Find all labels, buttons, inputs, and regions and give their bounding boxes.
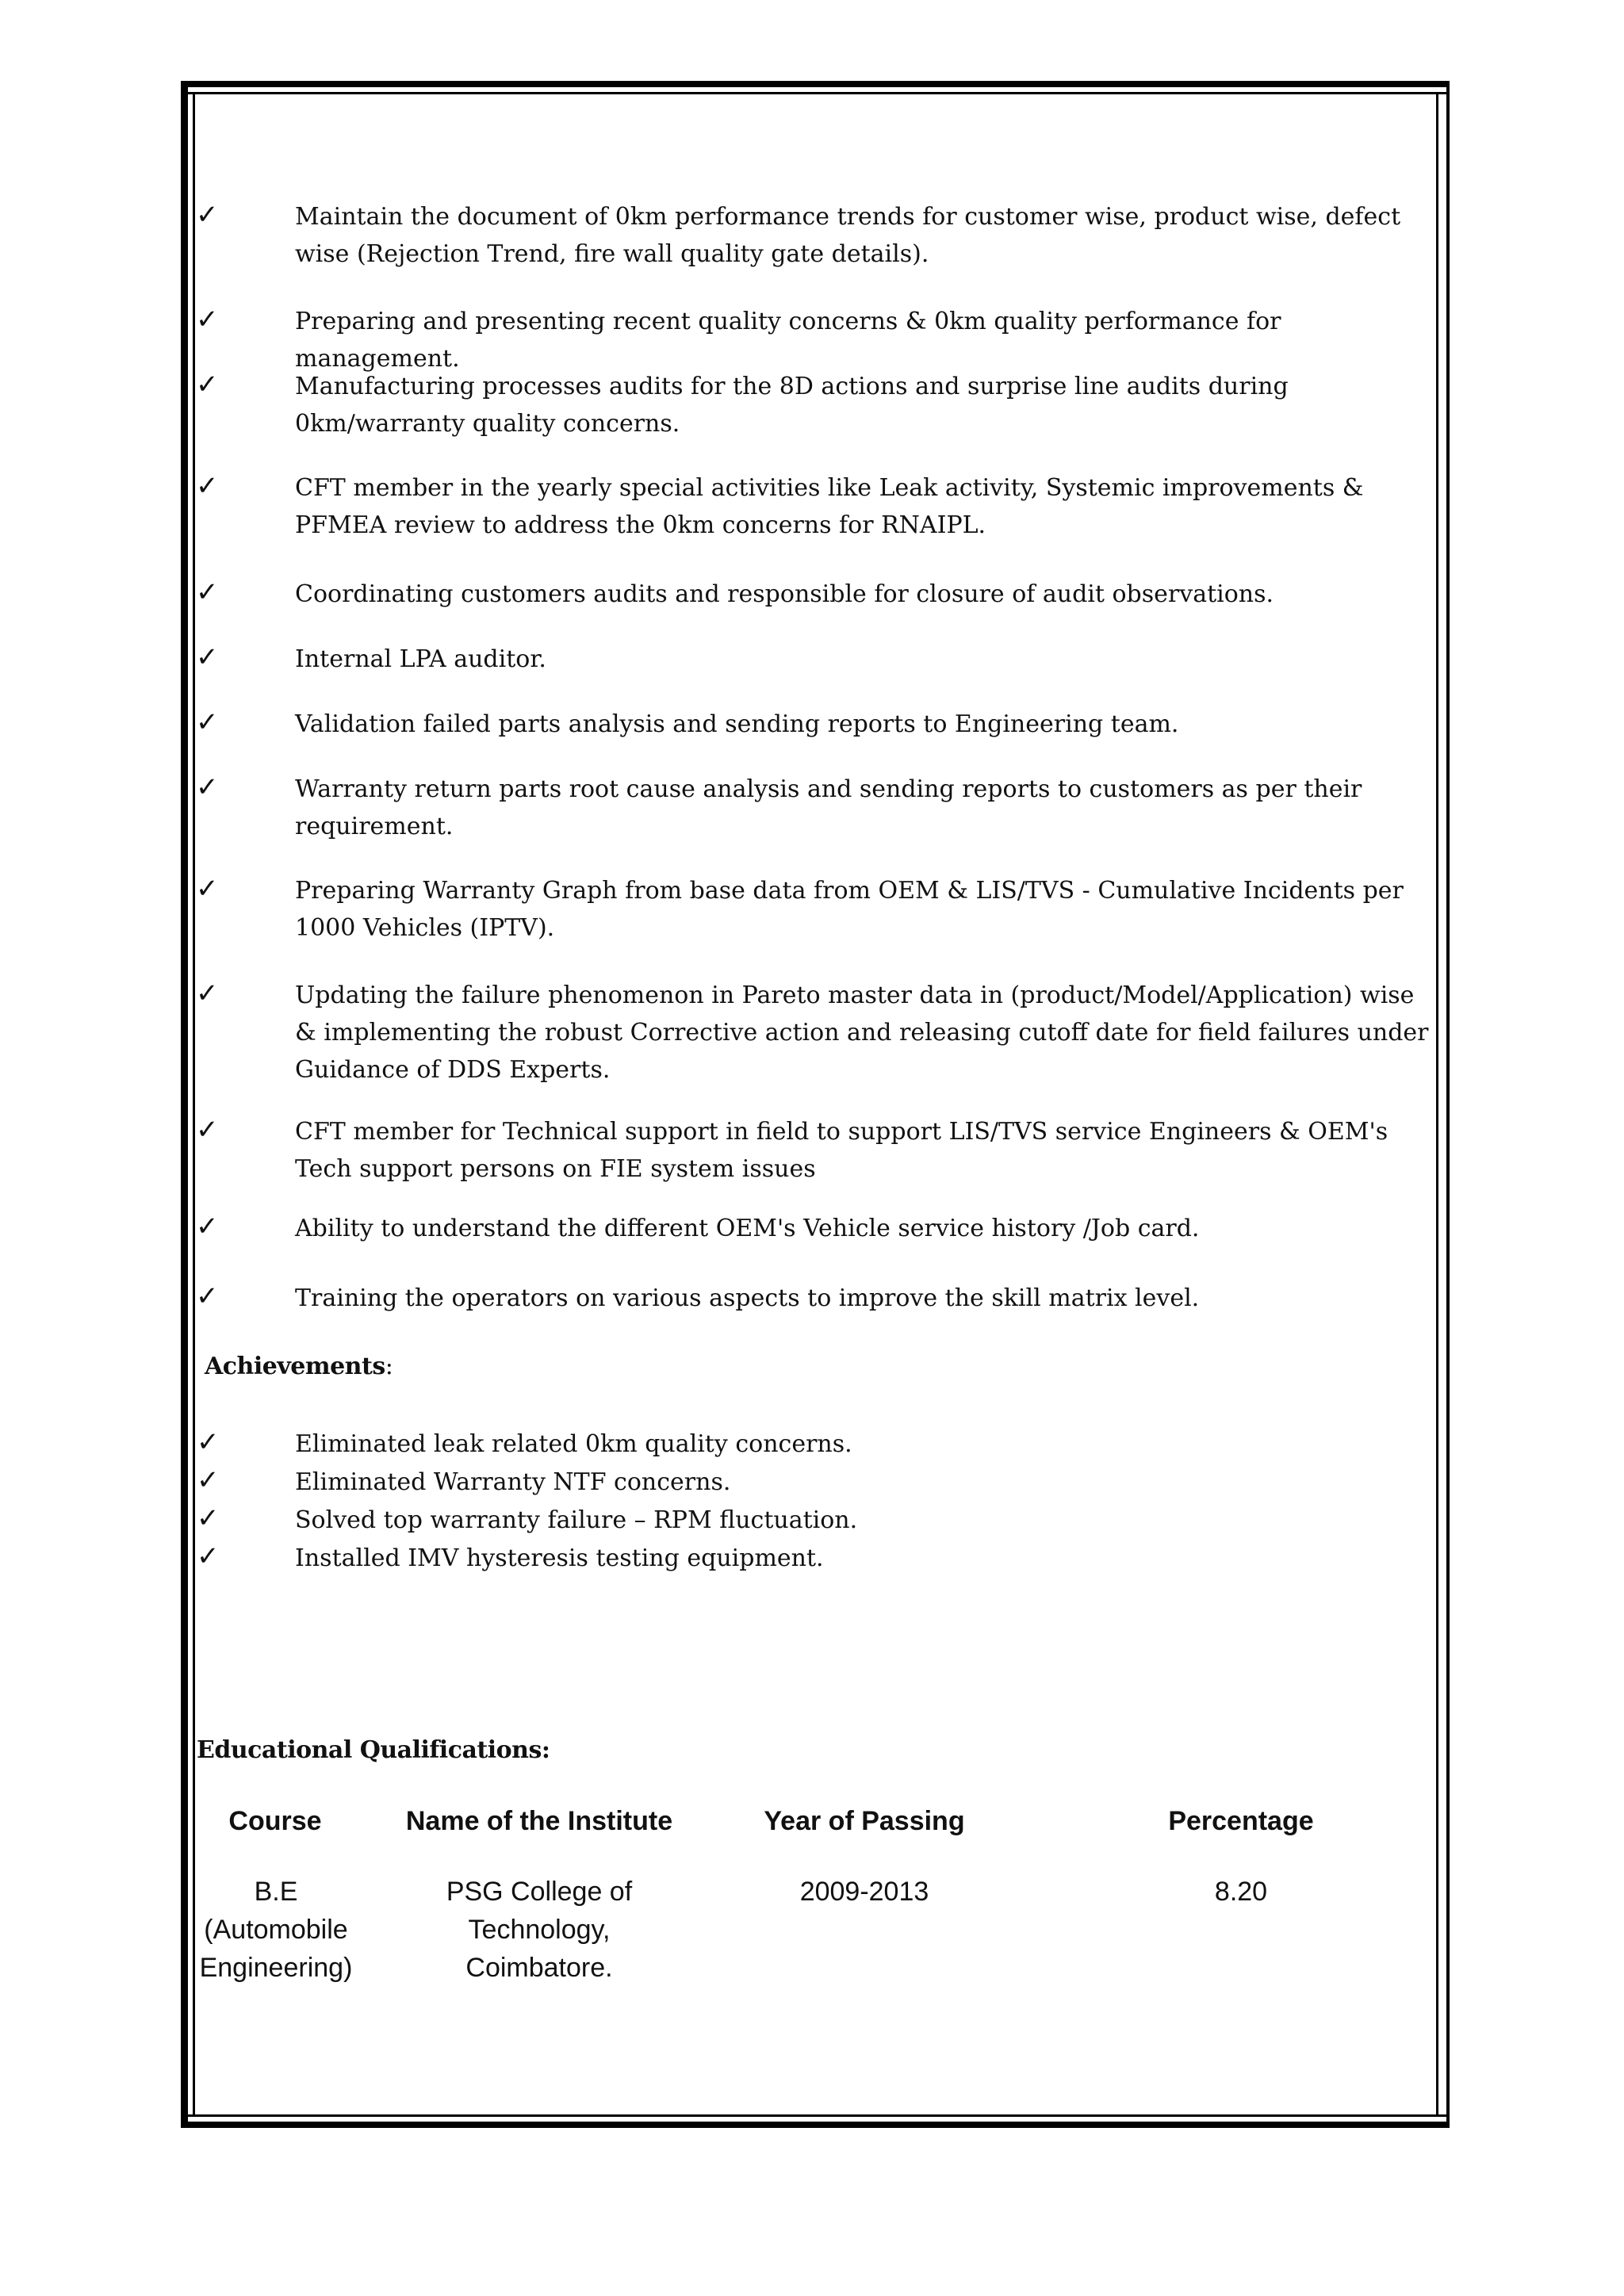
cell-percentage: 8.20 <box>1214 1877 1268 1907</box>
achievement-text: Eliminated leak related 0km quality concerns. <box>295 1430 852 1458</box>
responsibility-item <box>196 1210 1439 1247</box>
responsibility-item <box>196 641 1439 678</box>
responsibility-item <box>196 368 1439 442</box>
responsibility-text: Preparing Warranty Graph from base data from OEM & LIS/TVS - Cumulative Incidents per 1000 Vehicles (IPTV). <box>295 877 1404 942</box>
checkmark-icon: ✓ <box>197 1426 220 1458</box>
responsibility-text: Warranty return parts root cause analysis and sending reports to customers as per their requirement. <box>295 775 1362 840</box>
responsibility-text: Maintain the document of 0km performance trends for customer wise, product wise, defect wise (Rejection Trend, fire wall quality gate details). <box>295 203 1401 268</box>
achievements-heading-text: Achievements <box>205 1353 385 1380</box>
responsibility-item <box>196 977 1439 1089</box>
column-header-course: Course <box>228 1806 322 1836</box>
responsibility-item <box>196 706 1439 743</box>
responsibility-text: Coordinating customers audits and responsible for closure of audit observations. <box>295 580 1274 608</box>
border-left <box>181 81 188 2128</box>
achievements-heading-colon: : <box>385 1353 393 1380</box>
achievement-text: Solved top warranty failure – RPM fluctuation. <box>295 1506 858 1534</box>
border-left-inner <box>193 92 195 2117</box>
checkmark-icon: ✓ <box>196 304 219 335</box>
education-heading: Educational Qualifications: <box>197 1736 550 1764</box>
cell-course-line: Engineering) <box>199 1953 353 1983</box>
column-header-institute: Name of the Institute <box>405 1806 673 1836</box>
responsibility-text: CFT member in the yearly special activities like Leak activity, Systemic improvements & PFMEA review to address the 0km concerns for RNAIPL. <box>295 474 1364 539</box>
border-bottom <box>181 2122 1450 2128</box>
checkmark-icon: ✓ <box>196 1211 219 1242</box>
border-top-inner <box>181 92 1450 94</box>
checkmark-icon: ✓ <box>196 771 219 803</box>
checkmark-icon: ✓ <box>196 706 219 738</box>
cell-year: 2009-2013 <box>799 1877 929 1907</box>
cell-institute-line: PSG College of <box>446 1877 633 1907</box>
checkmark-icon: ✓ <box>196 576 219 608</box>
checkmark-icon: ✓ <box>196 1280 219 1312</box>
responsibility-item <box>196 469 1439 544</box>
responsibility-text: Training the operators on various aspects to improve the skill matrix level. <box>295 1284 1200 1312</box>
responsibility-text: Ability to understand the different OEM's Vehicle service history /Job card. <box>295 1215 1200 1242</box>
checkmark-icon: ✓ <box>196 369 219 400</box>
checkmark-icon: ✓ <box>196 199 219 231</box>
cell-institute-line: Technology, <box>468 1915 611 1945</box>
checkmark-icon: ✓ <box>197 1464 220 1496</box>
checkmark-icon: ✓ <box>196 873 219 905</box>
achievement-text: Installed IMV hysteresis testing equipment. <box>295 1544 824 1572</box>
responsibility-text: Validation failed parts analysis and sending reports to Engineering team. <box>295 710 1179 738</box>
border-right <box>1446 81 1450 2128</box>
column-header-percentage: Percentage <box>1168 1806 1314 1836</box>
checkmark-icon: ✓ <box>196 470 219 502</box>
cell-course-line: B.E <box>254 1877 298 1907</box>
responsibility-item <box>196 198 1439 273</box>
responsibility-item <box>196 303 1439 377</box>
responsibility-item <box>196 1280 1439 1317</box>
cell-course-line: (Automobile <box>204 1915 348 1945</box>
cell-institute-line: Coimbatore. <box>465 1953 613 1983</box>
responsibility-item <box>196 576 1439 613</box>
responsibility-text: Updating the failure phenomenon in Pareto master data in (product/Model/Application) wise & implementing the robust Corrective action and releasing cutoff date for field failures under Guidance of DDS Experts. <box>295 982 1429 1084</box>
checkmark-icon: ✓ <box>196 1114 219 1146</box>
responsibility-item <box>196 1113 1439 1188</box>
responsibility-text: Internal LPA auditor. <box>295 645 546 673</box>
checkmark-icon: ✓ <box>197 1502 220 1534</box>
responsibility-item <box>196 872 1439 947</box>
responsibility-text: Preparing and presenting recent quality concerns & 0km quality performance for management. <box>295 308 1281 373</box>
achievements-heading <box>205 1353 393 1380</box>
cell-course <box>189 1873 363 1987</box>
checkmark-icon: ✓ <box>196 641 219 673</box>
border-top <box>181 81 1450 87</box>
border-bottom-inner <box>181 2114 1450 2117</box>
checkmark-icon: ✓ <box>197 1540 220 1572</box>
achievement-text: Eliminated Warranty NTF concerns. <box>295 1468 731 1496</box>
responsibility-text: Manufacturing processes audits for the 8D actions and surprise line audits during 0km/warranty quality concerns. <box>295 373 1289 438</box>
checkmark-icon: ✓ <box>196 978 219 1009</box>
responsibility-item <box>196 771 1439 845</box>
cell-institute <box>420 1873 658 1987</box>
responsibility-text: CFT member for Technical support in field to support LIS/TVS service Engineers & OEM's Tech support persons on FIE system issues <box>295 1118 1388 1183</box>
column-header-year: Year of Passing <box>764 1806 965 1836</box>
